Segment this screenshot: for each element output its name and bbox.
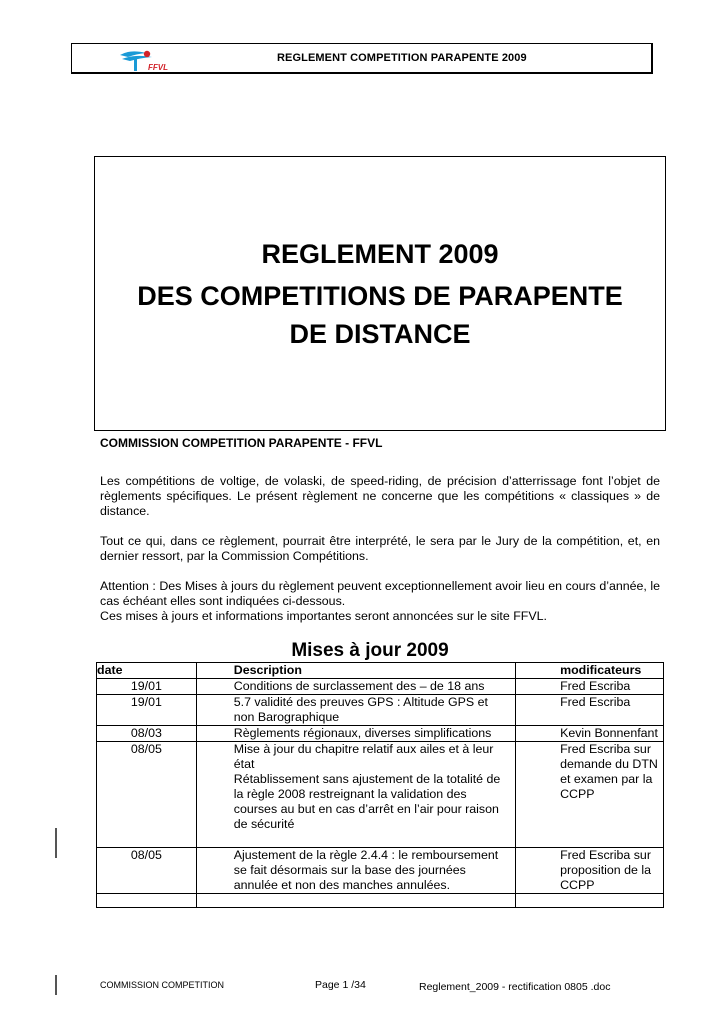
column-header-description: Description bbox=[196, 663, 515, 679]
table-row bbox=[97, 695, 664, 726]
cell-date: 19/01 bbox=[97, 695, 197, 726]
paragraph-scope: Les compétitions de voltige, de volaski, de speed-riding, de précision d’atterrissage font l’objet de règlements spécifiques. Le présent règlement ne concerne que les compétitions « classiques » de distance. bbox=[100, 474, 660, 518]
cell-modifiers: Fred Escriba bbox=[516, 679, 664, 695]
column-header-date: date bbox=[97, 663, 197, 679]
table-row bbox=[97, 742, 664, 848]
cell-date-empty bbox=[97, 894, 197, 908]
paragraph-announcements: Ces mises à jours et informations importantes seront annoncées sur le site FFVL. bbox=[100, 609, 547, 623]
page-header bbox=[71, 43, 653, 74]
cell-modifiers: Fred Escriba sur proposition de la CCPP bbox=[516, 848, 664, 894]
paragraph-interpretation: Tout ce qui, dans ce règlement, pourrait être interprété, le sera par le Jury de la compétition, et, en dernier ressort, par la Commission Compétitions. bbox=[100, 534, 660, 563]
title-block bbox=[94, 156, 666, 431]
footer-commission: COMMISSION COMPETITION bbox=[100, 980, 225, 990]
header-title: REGLEMENT COMPETITION PARAPENTE 2009 bbox=[277, 52, 527, 64]
revision-bar bbox=[55, 828, 57, 858]
cell-date: 08/05 bbox=[97, 742, 197, 848]
footer-page-number: Page 1 /34 bbox=[315, 979, 366, 991]
title-line-2: DES COMPETITIONS DE PARAPENTE bbox=[137, 281, 623, 311]
paragraph-attention: Attention : Des Mises à jours du règlement peuvent exceptionnellement avoir lieu en cours d’année, le cas échéant elles sont indiquées ci-dessous. bbox=[100, 579, 660, 608]
cell-description: Mise à jour du chapitre relatif aux ailes et à leur état Rétablissement sans ajustement de la totalité de la règle 2008 restreignant la validation des courses au but en cas d’arrêt en l’air pour raison de sécurité bbox=[196, 742, 515, 848]
cell-date: 19/01 bbox=[97, 679, 197, 695]
cell-description: 5.7 validité des preuves GPS : Altitude GPS et non Barographique bbox=[196, 695, 515, 726]
footer-filename: Reglement_2009 - rectification 0805 .doc bbox=[419, 981, 611, 993]
table-row bbox=[97, 679, 664, 695]
column-header-modifiers: modificateurs bbox=[516, 663, 664, 679]
table-row-empty bbox=[97, 894, 664, 908]
cell-description-empty bbox=[196, 894, 515, 908]
revision-bar bbox=[55, 975, 57, 995]
updates-table bbox=[96, 662, 664, 908]
cell-modifiers-empty bbox=[516, 894, 664, 908]
cell-description: Ajustement de la règle 2.4.4 : le remboursement se fait désormais sur la base des journées annulée et non des manches annulées. bbox=[196, 848, 515, 894]
cell-description: Conditions de surclassement des – de 18 ans bbox=[196, 679, 515, 695]
commission-heading: COMMISSION COMPETITION PARAPENTE - FFVL bbox=[100, 436, 383, 450]
updates-title: Mises à jour 2009 bbox=[291, 640, 449, 661]
table-row bbox=[97, 848, 664, 894]
table-row bbox=[97, 726, 664, 742]
cell-modifiers: Kevin Bonnenfant bbox=[516, 726, 664, 742]
table-header-row bbox=[97, 663, 664, 679]
ffvl-logo bbox=[116, 45, 176, 73]
cell-modifiers: Fred Escriba bbox=[516, 695, 664, 726]
cell-modifiers: Fred Escriba sur demande du DTN et examen par la CCPP bbox=[516, 742, 664, 848]
cell-date: 08/05 bbox=[97, 848, 197, 894]
logo-text: FFVL bbox=[148, 63, 168, 72]
title-line-3: DE DISTANCE bbox=[289, 319, 471, 349]
title-line-1: REGLEMENT 2009 bbox=[261, 239, 499, 269]
cell-description: Règlements régionaux, diverses simplifications bbox=[196, 726, 515, 742]
cell-date: 08/03 bbox=[97, 726, 197, 742]
